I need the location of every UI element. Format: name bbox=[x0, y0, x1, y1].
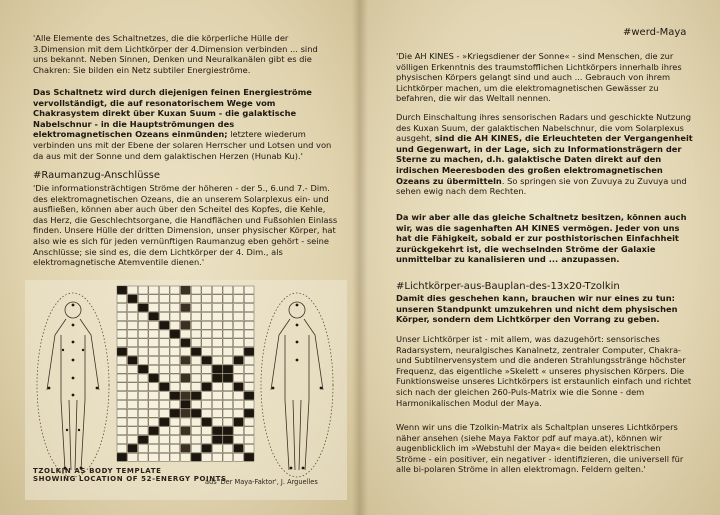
tzolkin-cell bbox=[212, 321, 222, 329]
tzolkin-cell bbox=[234, 365, 244, 373]
tzolkin-cell bbox=[202, 392, 212, 400]
tzolkin-cell bbox=[191, 304, 201, 312]
tzolkin-cell bbox=[149, 286, 159, 294]
tzolkin-cell bbox=[149, 339, 159, 347]
tzolkin-cell bbox=[159, 444, 169, 452]
tzolkin-cell bbox=[212, 339, 222, 347]
tzolkin-cell bbox=[159, 383, 169, 391]
tzolkin-cell bbox=[117, 356, 127, 364]
tzolkin-cell bbox=[223, 365, 233, 373]
tzolkin-cell bbox=[138, 392, 148, 400]
tzolkin-cell bbox=[223, 339, 233, 347]
left-paragraph-3-text: 'Die informationsträchtigen Ströme der höheren - der 5., 6.und 7.- Dim. des elektromagnetischen Ozeans, die an unserem Solarplexus ein- und ausfließen, können aber auch über den Scheitel des Kopfes, die Kehle, das Herz, die Geschlechtsorgane, die Handflächen und Fußsohlen Einlass finden. Unsere Hülle der dritten Dimension, unser physischer Körper, hat also wie es sich für jeden vernünftigen Raumanzug eben gehört - seine Anschlüsse; sie sind es, die dem Lichtkörper der 4. Dim., als elektromagnetische Atemventile dienen.' bbox=[33, 183, 338, 268]
tzolkin-cell bbox=[138, 400, 148, 408]
tzolkin-cell bbox=[234, 409, 244, 417]
tzolkin-cell bbox=[149, 295, 159, 303]
tzolkin-cell bbox=[234, 286, 244, 294]
tzolkin-cell bbox=[223, 418, 233, 426]
tzolkin-cell bbox=[149, 304, 159, 312]
tzolkin-cell bbox=[244, 418, 254, 426]
tzolkin-cell bbox=[149, 348, 159, 356]
tzolkin-cell bbox=[170, 374, 180, 382]
tzolkin-cell bbox=[117, 348, 127, 356]
tzolkin-cell bbox=[117, 418, 127, 426]
tzolkin-cell bbox=[128, 339, 138, 347]
tzolkin-cell bbox=[191, 374, 201, 382]
tzolkin-cell bbox=[244, 383, 254, 391]
right-paragraph-2-start: Durch Einschaltung ihres sensorischen Radars und geschickte Nutzung des Kuxan Suum, der galaktischen Nabelschnur, die vom Solarplexus ausgeht, bbox=[396, 112, 691, 144]
tzolkin-cell bbox=[128, 321, 138, 329]
hashtag-raumanzug: #Raumanzug-Anschlüsse bbox=[33, 170, 161, 181]
tzolkin-cell bbox=[181, 339, 191, 347]
tzolkin-cell bbox=[234, 418, 244, 426]
tzolkin-cell bbox=[181, 348, 191, 356]
tzolkin-cell bbox=[234, 356, 244, 364]
tzolkin-cell bbox=[170, 436, 180, 444]
tzolkin-cell bbox=[181, 304, 191, 312]
tzolkin-cell bbox=[234, 295, 244, 303]
hashtag-lichtkoerper: #Lichtkörper-aus-Bauplan-des-13x20-Tzolkin bbox=[396, 281, 620, 292]
tzolkin-cell bbox=[181, 444, 191, 452]
tzolkin-cell bbox=[234, 374, 244, 382]
tzolkin-cell bbox=[212, 374, 222, 382]
tzolkin-cell bbox=[149, 409, 159, 417]
tzolkin-cell bbox=[159, 436, 169, 444]
tzolkin-cell bbox=[117, 427, 127, 435]
tzolkin-cell bbox=[234, 400, 244, 408]
tzolkin-cell bbox=[181, 400, 191, 408]
tzolkin-cell bbox=[170, 418, 180, 426]
tzolkin-cell bbox=[170, 365, 180, 373]
tzolkin-cell bbox=[128, 348, 138, 356]
tzolkin-cell bbox=[234, 304, 244, 312]
tzolkin-cell bbox=[202, 304, 212, 312]
tzolkin-cell bbox=[202, 330, 212, 338]
tzolkin-cell bbox=[128, 295, 138, 303]
tzolkin-cell bbox=[223, 383, 233, 391]
tzolkin-cell bbox=[191, 286, 201, 294]
tzolkin-cell bbox=[202, 436, 212, 444]
tzolkin-cell bbox=[159, 348, 169, 356]
right-paragraph-1 bbox=[396, 51, 692, 104]
tzolkin-cell bbox=[149, 444, 159, 452]
tzolkin-cell bbox=[212, 295, 222, 303]
tzolkin-cell bbox=[170, 295, 180, 303]
tzolkin-cell bbox=[202, 453, 212, 461]
tzolkin-cell bbox=[117, 374, 127, 382]
left-paragraph-2-rest: letztere wiederum verbinden uns mit der Ebene der solaren Herrscher und Lotsen und von da aus mit der Sonne und dem galaktischen Herzen (Hunab Ku).' bbox=[33, 129, 332, 161]
tzolkin-cell bbox=[149, 321, 159, 329]
tzolkin-cell bbox=[223, 400, 233, 408]
hashtag-werd-maya: #werd-Maya bbox=[623, 27, 687, 38]
tzolkin-cell bbox=[191, 409, 201, 417]
tzolkin-cell bbox=[138, 339, 148, 347]
tzolkin-cell bbox=[191, 392, 201, 400]
tzolkin-cell bbox=[223, 392, 233, 400]
tzolkin-cell bbox=[128, 427, 138, 435]
tzolkin-cell bbox=[159, 304, 169, 312]
tzolkin-cell bbox=[159, 295, 169, 303]
tzolkin-cell bbox=[191, 444, 201, 452]
tzolkin-cell bbox=[202, 295, 212, 303]
tzolkin-cell bbox=[181, 330, 191, 338]
tzolkin-cell bbox=[159, 339, 169, 347]
tzolkin-cell bbox=[244, 365, 254, 373]
tzolkin-cell bbox=[212, 400, 222, 408]
tzolkin-cell bbox=[223, 348, 233, 356]
tzolkin-cell bbox=[212, 304, 222, 312]
right-paragraph-4-bold: Damit dies geschehen kann, brauchen wir nur eines zu tun: unseren Standpunkt umzukehren und nicht dem physischen Körper, sondern dem Lichtkörper den Vorrang zu geben. bbox=[396, 293, 678, 325]
right-paragraph-6 bbox=[396, 422, 692, 475]
tzolkin-cell bbox=[202, 312, 212, 320]
tzolkin-cell bbox=[138, 330, 148, 338]
tzolkin-cell bbox=[170, 304, 180, 312]
tzolkin-cell bbox=[212, 392, 222, 400]
tzolkin-cell bbox=[117, 312, 127, 320]
left-paragraph-1 bbox=[33, 33, 333, 75]
tzolkin-cell bbox=[159, 400, 169, 408]
tzolkin-cell bbox=[234, 392, 244, 400]
tzolkin-cell bbox=[212, 286, 222, 294]
tzolkin-cell bbox=[170, 348, 180, 356]
tzolkin-cell bbox=[138, 453, 148, 461]
tzolkin-cell bbox=[159, 312, 169, 320]
tzolkin-cell bbox=[234, 312, 244, 320]
tzolkin-cell bbox=[149, 392, 159, 400]
tzolkin-cell bbox=[202, 348, 212, 356]
tzolkin-cell bbox=[170, 453, 180, 461]
tzolkin-cell bbox=[170, 356, 180, 364]
right-paragraph-3-bold: Da wir aber alle das gleiche Schaltnetz besitzen, können auch wir, was die sagenhaften AH KINES vermögen. Jeder von uns hat die Fähigkeit, sobald er zur posthistorischen Einfachheit zurückgekehrt ist, die wechselnden Ströme der Galaxie unmittelbar zu kanalisieren und ... anzupassen. bbox=[396, 212, 687, 265]
tzolkin-cell bbox=[223, 321, 233, 329]
tzolkin-cell bbox=[128, 304, 138, 312]
tzolkin-cell bbox=[244, 444, 254, 452]
tzolkin-cell bbox=[128, 286, 138, 294]
tzolkin-cell bbox=[191, 330, 201, 338]
tzolkin-cell bbox=[212, 453, 222, 461]
tzolkin-cell bbox=[202, 356, 212, 364]
tzolkin-cell bbox=[244, 427, 254, 435]
tzolkin-cell bbox=[138, 304, 148, 312]
right-paragraph-3 bbox=[396, 212, 692, 265]
tzolkin-cell bbox=[128, 409, 138, 417]
tzolkin-cell bbox=[138, 312, 148, 320]
tzolkin-cell bbox=[170, 321, 180, 329]
tzolkin-cell bbox=[181, 392, 191, 400]
tzolkin-cell bbox=[181, 312, 191, 320]
tzolkin-cell bbox=[117, 436, 127, 444]
tzolkin-cell bbox=[244, 400, 254, 408]
tzolkin-cell bbox=[244, 286, 254, 294]
tzolkin-cell bbox=[117, 409, 127, 417]
tzolkin-cell bbox=[117, 286, 127, 294]
right-paragraph-6-text: Wenn wir uns die Tzolkin-Matrix als Schaltplan unseres Lichtkörpers näher ansehen (siehe Maya Faktor pdf auf maya.at), können wir augenblicklich im »Webstuhl der Maya« die beiden elektrischen Ströme - ein positiver, ein negativer - identifizieren, die universell für alle bi-polaren Ströme in allen elektromagn. Feldern gelten.' bbox=[396, 422, 684, 475]
tzolkin-cell bbox=[138, 321, 148, 329]
tzolkin-cell bbox=[159, 321, 169, 329]
tzolkin-cell bbox=[170, 444, 180, 452]
tzolkin-cell bbox=[234, 330, 244, 338]
right-paragraph-5 bbox=[396, 334, 692, 408]
tzolkin-cell bbox=[223, 330, 233, 338]
tzolkin-cell bbox=[244, 339, 254, 347]
tzolkin-cell bbox=[159, 374, 169, 382]
tzolkin-cell bbox=[191, 356, 201, 364]
tzolkin-cell bbox=[138, 444, 148, 452]
tzolkin-cell bbox=[212, 356, 222, 364]
tzolkin-cell bbox=[159, 409, 169, 417]
tzolkin-cell bbox=[212, 330, 222, 338]
tzolkin-cell bbox=[212, 444, 222, 452]
right-paragraph-2-rest: . So springen sie von Zuvuya zu Zuvuya und sehen ewig nach dem Rechten. bbox=[396, 175, 687, 197]
tzolkin-cell bbox=[223, 286, 233, 294]
tzolkin-cell bbox=[244, 295, 254, 303]
tzolkin-cell bbox=[170, 339, 180, 347]
tzolkin-cell bbox=[117, 330, 127, 338]
tzolkin-cell bbox=[202, 286, 212, 294]
tzolkin-cell bbox=[212, 312, 222, 320]
tzolkin-cell bbox=[117, 295, 127, 303]
tzolkin-cell bbox=[202, 418, 212, 426]
tzolkin-cell bbox=[117, 453, 127, 461]
tzolkin-cell bbox=[149, 400, 159, 408]
tzolkin-cell bbox=[244, 348, 254, 356]
tzolkin-cell bbox=[244, 374, 254, 382]
tzolkin-cell bbox=[159, 427, 169, 435]
tzolkin-cell bbox=[181, 418, 191, 426]
tzolkin-cell bbox=[149, 383, 159, 391]
right-paragraph-2-bold: sind die AH KINES, die Erleuchteten der Vergangenheit und Gegenwart, in der Lage, sich zu Informationsträgern der Sterne zu machen, d.h. galaktische Daten direkt auf den irdischen Meeresboden des großen elektromagnetischen Ozeans zu übermitteln bbox=[396, 133, 693, 186]
tzolkin-cell bbox=[128, 444, 138, 452]
tzolkin-cell bbox=[223, 453, 233, 461]
tzolkin-cell bbox=[223, 444, 233, 452]
tzolkin-cell bbox=[234, 453, 244, 461]
tzolkin-cell bbox=[191, 348, 201, 356]
tzolkin-cell bbox=[223, 295, 233, 303]
tzolkin-cell bbox=[128, 436, 138, 444]
tzolkin-cell bbox=[234, 436, 244, 444]
tzolkin-cell bbox=[128, 392, 138, 400]
right-paragraph-2 bbox=[396, 112, 694, 197]
tzolkin-cell bbox=[117, 339, 127, 347]
tzolkin-cell bbox=[138, 356, 148, 364]
tzolkin-cell bbox=[117, 392, 127, 400]
tzolkin-cell bbox=[191, 436, 201, 444]
tzolkin-cell bbox=[138, 365, 148, 373]
tzolkin-cell bbox=[181, 295, 191, 303]
tzolkin-cell bbox=[138, 418, 148, 426]
tzolkin-cell bbox=[191, 321, 201, 329]
tzolkin-cell bbox=[149, 418, 159, 426]
left-paragraph-1-text: 'Alle Elemente des Schaltnetzes, die die körperliche Hülle der 3.Dimension mit dem Lichtkörper der 4.Dimension verbinden ... sind uns bekannt. Neben Sinnen, Denken und Neuralkanälen gibt es die Chakren: Sie bilden ein Netz subtiler Energieströme. bbox=[33, 33, 318, 75]
tzolkin-cell bbox=[170, 330, 180, 338]
tzolkin-cell bbox=[191, 400, 201, 408]
tzolkin-cell bbox=[202, 365, 212, 373]
tzolkin-cell bbox=[244, 304, 254, 312]
tzolkin-cell bbox=[234, 444, 244, 452]
tzolkin-cell bbox=[138, 295, 148, 303]
tzolkin-cell bbox=[170, 427, 180, 435]
tzolkin-cell bbox=[117, 444, 127, 452]
tzolkin-cell bbox=[159, 330, 169, 338]
tzolkin-cell bbox=[170, 312, 180, 320]
tzolkin-cell bbox=[223, 374, 233, 382]
tzolkin-cell bbox=[138, 409, 148, 417]
tzolkin-cell bbox=[212, 427, 222, 435]
tzolkin-cell bbox=[202, 409, 212, 417]
figure-caption-line-1: TZOLKIN AS BODY TEMPLATE bbox=[33, 467, 162, 475]
tzolkin-cell bbox=[191, 427, 201, 435]
tzolkin-cell bbox=[191, 453, 201, 461]
tzolkin-cell bbox=[181, 321, 191, 329]
tzolkin-cell bbox=[159, 418, 169, 426]
tzolkin-cell bbox=[117, 400, 127, 408]
tzolkin-cell bbox=[181, 453, 191, 461]
tzolkin-cell bbox=[128, 365, 138, 373]
tzolkin-cell bbox=[138, 374, 148, 382]
tzolkin-cell bbox=[212, 409, 222, 417]
tzolkin-cell bbox=[128, 418, 138, 426]
tzolkin-cell bbox=[149, 312, 159, 320]
tzolkin-cell bbox=[159, 453, 169, 461]
tzolkin-cell bbox=[181, 409, 191, 417]
tzolkin-cell bbox=[191, 383, 201, 391]
tzolkin-cell bbox=[244, 312, 254, 320]
left-section-raumanzug bbox=[33, 170, 338, 268]
tzolkin-cell bbox=[181, 356, 191, 364]
tzolkin-cell bbox=[159, 392, 169, 400]
tzolkin-cell bbox=[202, 321, 212, 329]
tzolkin-cell bbox=[191, 418, 201, 426]
tzolkin-cell bbox=[138, 383, 148, 391]
tzolkin-cell bbox=[149, 453, 159, 461]
tzolkin-cell bbox=[128, 356, 138, 364]
tzolkin-cell bbox=[149, 374, 159, 382]
right-paragraph-5-text: Unser Lichtkörper ist - mit allem, was dazugehört: sensorisches Radarsystem, neuralgisches Kanalnetz, zentraler Computer, Chakra- und Subtilnervensystem und die anderen Strahlungsstränge höchster Frequenz, das eigentliche »Skelett « unseres physischen Körpers. Die Funktionsweise unseres Lichtkörpers ist erstaunlich einfach und richtet sich nach der gleichen 260-Puls-Matrix wie die Sonne - dem Harmonikalischen Modul der Maya. bbox=[396, 334, 692, 408]
tzolkin-cell bbox=[244, 453, 254, 461]
right-paragraph-1-text: 'Die AH KINES - »Kriegsdiener der Sonne« - sind Menschen, die zur völligen Erkenntnis des traumstofflichen Lichtkörpers innerhalb ihres physischen Körpers gelangt sind und auch ... Gebrauch von ihrem Lichtkörper machen, um die elektromagnetischen Gewässer zu befahren, die wir das Weltall nennen. bbox=[396, 51, 682, 104]
tzolkin-cell bbox=[191, 295, 201, 303]
figure-caption bbox=[33, 467, 227, 484]
tzolkin-cell bbox=[191, 365, 201, 373]
tzolkin-cell bbox=[170, 409, 180, 417]
tzolkin-cell bbox=[181, 427, 191, 435]
tzolkin-cell bbox=[223, 312, 233, 320]
tzolkin-cell bbox=[202, 383, 212, 391]
tzolkin-cell bbox=[159, 365, 169, 373]
tzolkin-cell bbox=[223, 427, 233, 435]
tzolkin-cell bbox=[149, 365, 159, 373]
tzolkin-cell bbox=[244, 436, 254, 444]
tzolkin-cell bbox=[128, 453, 138, 461]
tzolkin-cell bbox=[244, 356, 254, 364]
tzolkin-cell bbox=[117, 304, 127, 312]
tzolkin-cell bbox=[234, 321, 244, 329]
tzolkin-cell bbox=[149, 356, 159, 364]
tzolkin-cell bbox=[223, 409, 233, 417]
tzolkin-cell bbox=[170, 392, 180, 400]
tzolkin-cell bbox=[128, 400, 138, 408]
tzolkin-cell bbox=[138, 286, 148, 294]
tzolkin-cell bbox=[234, 427, 244, 435]
tzolkin-cell bbox=[212, 418, 222, 426]
tzolkin-cell bbox=[128, 383, 138, 391]
figure-credit: aus 'Der Maya-Faktor', J. Arguelles bbox=[205, 478, 318, 486]
tzolkin-cell bbox=[170, 400, 180, 408]
tzolkin-cell bbox=[223, 304, 233, 312]
tzolkin-cell bbox=[234, 383, 244, 391]
tzolkin-cell bbox=[212, 365, 222, 373]
tzolkin-cell bbox=[149, 330, 159, 338]
tzolkin-cell bbox=[244, 409, 254, 417]
tzolkin-cell bbox=[128, 374, 138, 382]
tzolkin-cell bbox=[244, 330, 254, 338]
tzolkin-cell bbox=[202, 339, 212, 347]
tzolkin-cell bbox=[159, 286, 169, 294]
tzolkin-cell bbox=[170, 286, 180, 294]
right-section-lichtkoerper bbox=[396, 281, 692, 325]
tzolkin-cell bbox=[234, 339, 244, 347]
book-gutter bbox=[352, 0, 368, 515]
left-paragraph-2-bold: Das Schaltnetz wird durch diejenigen feinen Energieströme vervollständigt, die auf resonatorischem Wege vom Chakrasystem direkt über Kuxan Suum - die galaktische Nabelschnur - in die Hauptströmungen des elektromagnetischen Ozeans einmünden; bbox=[33, 87, 312, 140]
tzolkin-cell bbox=[170, 383, 180, 391]
tzolkin-cell bbox=[181, 436, 191, 444]
tzolkin-cell bbox=[202, 444, 212, 452]
tzolkin-cell bbox=[212, 383, 222, 391]
tzolkin-cell bbox=[181, 374, 191, 382]
tzolkin-cell bbox=[138, 348, 148, 356]
tzolkin-cell bbox=[181, 383, 191, 391]
tzolkin-cell bbox=[117, 365, 127, 373]
tzolkin-cell bbox=[149, 427, 159, 435]
tzolkin-cell bbox=[117, 321, 127, 329]
tzolkin-cell bbox=[149, 436, 159, 444]
tzolkin-cell bbox=[244, 392, 254, 400]
tzolkin-cell bbox=[244, 321, 254, 329]
tzolkin-cell bbox=[117, 383, 127, 391]
tzolkin-cell bbox=[138, 436, 148, 444]
tzolkin-cell bbox=[128, 330, 138, 338]
tzolkin-cell bbox=[223, 436, 233, 444]
tzolkin-cell bbox=[202, 374, 212, 382]
tzolkin-cell bbox=[181, 365, 191, 373]
tzolkin-cell bbox=[202, 400, 212, 408]
left-paragraph-2 bbox=[33, 87, 335, 161]
tzolkin-cell bbox=[128, 312, 138, 320]
tzolkin-cell bbox=[159, 356, 169, 364]
tzolkin-cell bbox=[212, 348, 222, 356]
tzolkin-cell bbox=[181, 286, 191, 294]
tzolkin-cell bbox=[191, 312, 201, 320]
figure-caption-line-2: SHOWING LOCATION OF 52-ENERGY POINTS bbox=[33, 475, 227, 484]
tzolkin-cell bbox=[191, 339, 201, 347]
tzolkin-cell bbox=[138, 427, 148, 435]
tzolkin-cell bbox=[223, 356, 233, 364]
tzolkin-cell bbox=[212, 436, 222, 444]
tzolkin-cell bbox=[234, 348, 244, 356]
tzolkin-cell bbox=[202, 427, 212, 435]
